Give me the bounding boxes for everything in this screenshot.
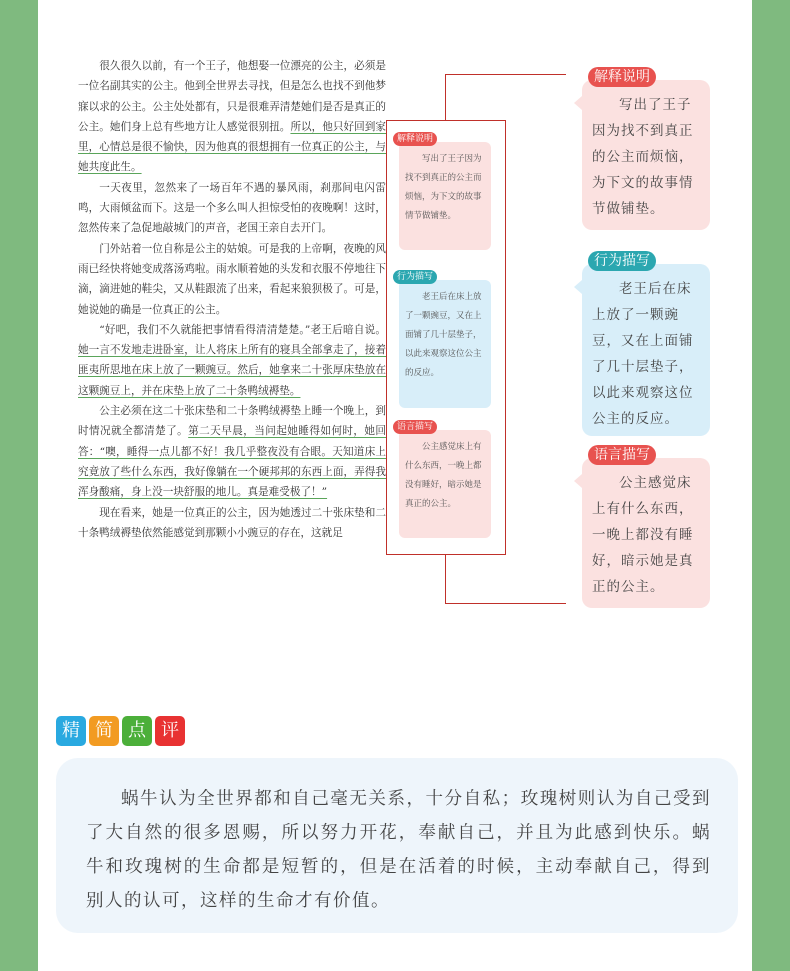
- connector-line: [445, 555, 446, 603]
- story-paragraph: [78, 56, 386, 178]
- story-paragraph: [78, 503, 386, 544]
- big-note-language: [582, 447, 710, 608]
- callout-tip: [574, 474, 582, 488]
- underlined-segment: 她一言不发地走进卧室，让人将床上所有的寝具全部拿走了，接着匪夷所思地在床上放了一颗豌豆。然后，她拿来二十张厚床垫放在这颗豌豆上，并在床垫上放了二十条鸭绒褥垫。: [78, 344, 386, 397]
- text-segment: 现在看来，她是一位真正的公主，因为她透过二十张床垫和二十条鸭绒褥垫依然能感觉到那颗小小豌豆的存在，这就足: [78, 506, 386, 539]
- callout-tip: [574, 280, 582, 294]
- story-paragraph: [78, 239, 386, 320]
- connector-line: [445, 74, 446, 120]
- book-page: [38, 0, 752, 971]
- big-note-behavior: [582, 253, 710, 436]
- small-note-language: [397, 422, 491, 538]
- note-tag: 语言描写: [393, 420, 437, 434]
- text-segment: “好吧，我们不久就能把事情看得清清楚楚。”老王后暗自说。: [99, 323, 386, 336]
- callout-tip: [574, 96, 582, 110]
- note-text: 公主感觉床上有什么东西，一晚上都没有睡好，暗示她是真正的公主。: [405, 442, 482, 509]
- comment-title-char: 评: [155, 716, 185, 746]
- note-tag: 行为描写: [588, 251, 656, 271]
- note-text: 公主感觉床上有什么东西，一晚上都没有睡好，暗示她是真正的公主。: [592, 475, 694, 595]
- note-text: 老王后在床上放了一颗豌豆，又在上面铺了几十层垫子，以此来观察这位公主的反应。: [405, 292, 482, 378]
- comment-title-char: 简: [89, 716, 119, 746]
- story-paragraph: [78, 320, 386, 401]
- small-note-behavior: [397, 272, 491, 408]
- note-tag: 解释说明: [588, 67, 656, 87]
- note-text: 老王后在床上放了一颗豌豆，又在上面铺了几十层垫子，以此来观察这位公主的反应。: [592, 281, 694, 427]
- comment-title-char: 点: [122, 716, 152, 746]
- connector-line: [445, 603, 566, 604]
- big-note-explanation: [582, 69, 710, 230]
- comment-box: [56, 758, 738, 933]
- note-tag: 行为描写: [393, 270, 437, 284]
- text-segment: 门外站着一位自称是公主的姑娘。可是我的上帝啊，夜晚的风雨已经快将她变成落汤鸡啦。雨水顺着她的头发和衣服不停地往下滴，滴进她的鞋尖，又从鞋跟流了出来，看起来狼狈极了。可是，她说她的确是一位真正的公主。: [78, 242, 386, 316]
- note-text: 写出了王子因为找不到真正的公主而烦恼，为下文的故事情节做铺垫。: [405, 154, 482, 221]
- connector-line: [445, 74, 566, 75]
- text-segment: 很久很久以前，有一个王子，他想娶一位漂亮的公主，必须是一位名副其实的公主。他到全世界去寻找，但是怎么也找不到他梦寐以求的公主。公主处处都有，只是很难弄清楚她们是否是真正的公主。她们身上总有些地方让人感觉很别扭。: [78, 60, 386, 133]
- note-text: 写出了王子因为找不到真正的公主而烦恼，为下文的故事情节做铺垫。: [592, 97, 694, 217]
- story-text: [78, 56, 386, 543]
- underlined-segment: 所以，他只好回到家里，心情总是很不愉快，因为他真的很想拥有一位真正的公主，与她共度此生。: [78, 120, 387, 174]
- note-tag: 解释说明: [393, 132, 437, 146]
- comment-text: 蜗牛认为全世界都和自己毫无关系，十分自私；玫瑰树则认为自己受到了大自然的很多恩赐，所以努力开花，奉献自己，并且为此感到快乐。蜗牛和玫瑰树的生命都是短暂的，但是在活着的时候，主动奉献自己，得到别人的认可，这样的生命才有价值。: [86, 789, 711, 911]
- text-segment: 一天夜里，忽然来了一场百年不遇的暴风雨，刹那间电闪雷鸣，大雨倾盆而下。这是一个多么叫人担惊受怕的夜晚啊！这时，忽然传来了急促地敲城门的声音，老国王亲自去开门。: [78, 181, 386, 235]
- story-paragraph: [78, 178, 386, 239]
- note-tag: 语言描写: [588, 445, 656, 465]
- story-paragraph: [78, 401, 386, 502]
- text-segment: 公主必须在这二十张床垫和二十条鸭绒褥垫上睡一个晚上，到时情况就全都清楚了。: [78, 405, 386, 438]
- comment-title-char: 精: [56, 716, 86, 746]
- underlined-segment: 第二天早晨，当问起她睡得如何时，她回答：“噢，睡得一点儿都不好！我几乎整夜没有合眼。天知道床上究竟放了些什么东西，我好像躺在一个硬邦邦的东西上面，弄得我浑身酸痛，身上没一块舒服的地儿。真是难受极了！”: [78, 425, 387, 499]
- small-note-explanation: [397, 134, 491, 250]
